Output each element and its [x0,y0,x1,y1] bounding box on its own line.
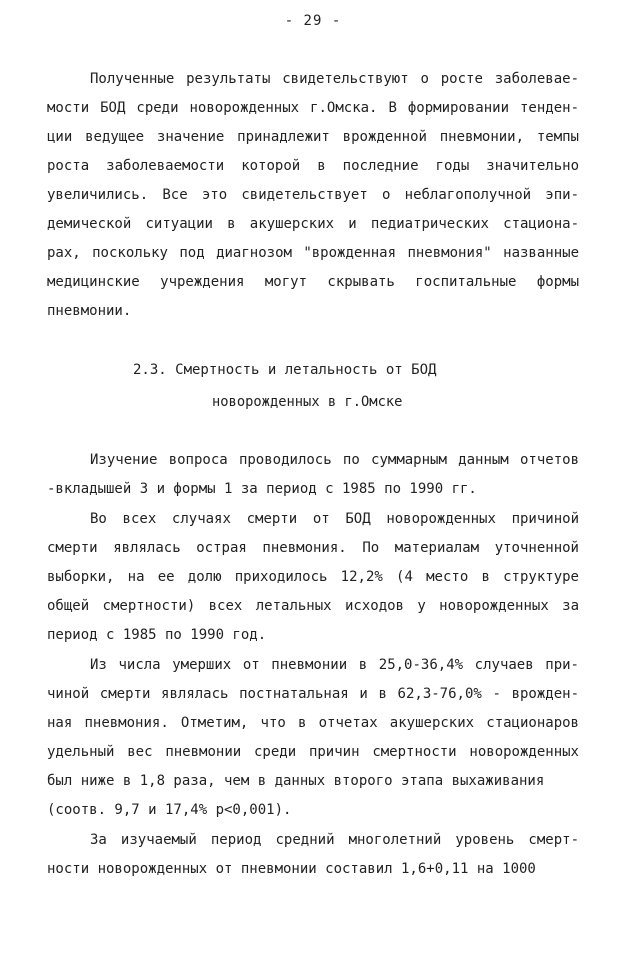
paragraph-line: смерти являлась острая пневмония. По материалам уточненной [47,540,579,556]
section-heading: новорожденных в г.Омске [212,394,403,410]
paragraph-line: За изучаемый период средний многолетний уровень смерт- [90,832,579,848]
paragraph-line: мости БОД среди новорожденных г.Омска. В формировании тенден- [47,100,579,116]
paragraph-line: ности новорожденных от пневмонии составил 1,6+0,11 на 1000 [47,861,536,877]
paragraph-line: Из числа умерших от пневмонии в 25,0-36,4% случаев при- [90,657,579,673]
paragraph-line: ная пневмония. Отметим, что в отчетах акушерских стационаров [47,715,579,731]
paragraph-line: был ниже в 1,8 раза, чем в данных второго этапа выхаживания [47,773,545,789]
paragraph-line: (соотв. 9,7 и 17,4% р<0,001). [47,802,292,818]
paragraph-line: медицинские учреждения могут скрывать госпитальные формы [47,274,579,290]
paragraph-line: общей смертности) всех летальных исходов у новорожденных за [47,598,579,614]
paragraph-line: чиной смерти являлась постнатальная и в 62,3-76,0% - врожден- [47,686,579,702]
paragraph-line: Во всех случаях смерти от БОД новорожденных причиной [90,511,579,527]
paragraph-line: ции ведущее значение принадлежит врожденной пневмонии, темпы [47,129,579,145]
paragraph-line: демической ситуации в акушерских и педиатрических стациона- [47,216,579,232]
paragraph-line: Изучение вопроса проводилось по суммарным данным отчетов [90,452,579,468]
paragraph-line: рах, поскольку под диагнозом "врожденная пневмония" названные [47,245,579,261]
paragraph-line: период с 1985 по 1990 год. [47,627,267,643]
paragraph-line: выборки, на ее долю приходилось 12,2% (4 место в структуре [47,569,579,585]
page-number: - 29 - [284,13,342,29]
paragraph-line: роста заболеваемости которой в последние годы значительно [47,158,579,174]
paragraph-line: удельный вес пневмонии среди причин смертности новорожденных [47,744,579,760]
paragraph-line: увеличились. Все это свидетельствует о неблагополучной эпи- [47,187,579,203]
section-heading: 2.3. Смертность и летальность от БОД [133,362,437,378]
paragraph-line: пневмонии. [47,303,132,319]
paragraph-line: Полученные результаты свидетельствуют о росте заболевае- [90,71,579,87]
paragraph-line: -вкладышей 3 и формы 1 за период с 1985 по 1990 гг. [47,481,477,497]
